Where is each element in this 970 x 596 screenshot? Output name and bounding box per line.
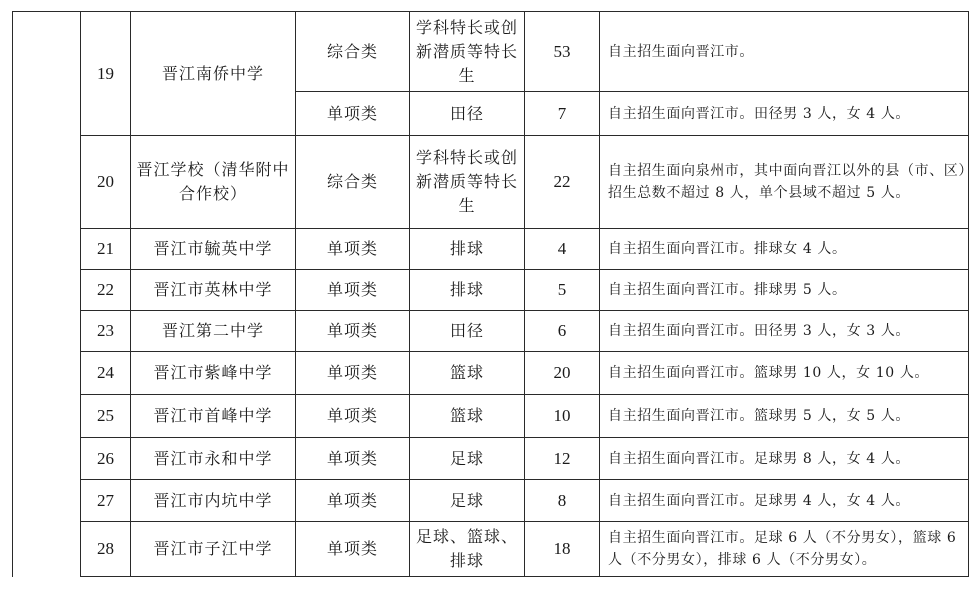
- note: 自主招生面向晋江市。田径男 3 人，女 4 人。: [600, 92, 969, 136]
- quota: 8: [525, 480, 600, 522]
- quota: 7: [525, 92, 600, 136]
- note: 自主招生面向晋江市。排球男 5 人。: [600, 270, 969, 311]
- row-number: 28: [81, 522, 131, 577]
- table-row: [13, 12, 969, 92]
- note: 自主招生面向晋江市。排球女 4 人。: [600, 229, 969, 270]
- quota: 18: [525, 522, 600, 577]
- row-number: 23: [81, 311, 131, 352]
- category: 综合类: [296, 12, 410, 92]
- enrollment-table: [12, 11, 969, 577]
- school-name: 晋江市永和中学: [131, 438, 296, 480]
- category: 单项类: [296, 438, 410, 480]
- school-name: 晋江市内坑中学: [131, 480, 296, 522]
- note: 自主招生面向泉州市，其中面向晋江以外的县（市、区）招生总数不超过 8 人，单个县域不超过 5 人。: [600, 136, 969, 229]
- specialty: 田径: [410, 311, 525, 352]
- table-row: [13, 270, 969, 311]
- quota: 6: [525, 311, 600, 352]
- quota: 5: [525, 270, 600, 311]
- school-name: 晋江市英林中学: [131, 270, 296, 311]
- table-row: [13, 522, 969, 577]
- school-name: 晋江市子江中学: [131, 522, 296, 577]
- category: 单项类: [296, 229, 410, 270]
- specialty: 足球: [410, 438, 525, 480]
- specialty: 学科特长或创新潜质等特长生: [410, 12, 525, 92]
- table-row: [13, 438, 969, 480]
- quota: 22: [525, 136, 600, 229]
- quota: 20: [525, 352, 600, 395]
- school-name: 晋江南侨中学: [131, 12, 296, 136]
- category: 单项类: [296, 92, 410, 136]
- row-number: 21: [81, 229, 131, 270]
- specialty: 田径: [410, 92, 525, 136]
- row-number: 19: [81, 12, 131, 136]
- note: 自主招生面向晋江市。篮球男 5 人，女 5 人。: [600, 395, 969, 438]
- school-name: 晋江学校（清华附中合作校）: [131, 136, 296, 229]
- table-row: [13, 480, 969, 522]
- specialty: 足球、篮球、排球: [410, 522, 525, 577]
- school-name: 晋江市紫峰中学: [131, 352, 296, 395]
- specialty: 篮球: [410, 395, 525, 438]
- school-name: 晋江第二中学: [131, 311, 296, 352]
- table-row: [13, 395, 969, 438]
- category: 单项类: [296, 395, 410, 438]
- left-blank-column: [13, 12, 81, 577]
- row-number: 25: [81, 395, 131, 438]
- category: 单项类: [296, 480, 410, 522]
- table-row: [13, 352, 969, 395]
- note: 自主招生面向晋江市。: [600, 12, 969, 92]
- note: 自主招生面向晋江市。足球男 8 人，女 4 人。: [600, 438, 969, 480]
- row-number: 24: [81, 352, 131, 395]
- row-number: 27: [81, 480, 131, 522]
- table-row: [13, 229, 969, 270]
- specialty: 篮球: [410, 352, 525, 395]
- row-number: 20: [81, 136, 131, 229]
- row-number: 22: [81, 270, 131, 311]
- specialty: 排球: [410, 229, 525, 270]
- note: 自主招生面向晋江市。足球男 4 人，女 4 人。: [600, 480, 969, 522]
- category: 综合类: [296, 136, 410, 229]
- note: 自主招生面向晋江市。田径男 3 人，女 3 人。: [600, 311, 969, 352]
- specialty: 排球: [410, 270, 525, 311]
- quota: 10: [525, 395, 600, 438]
- school-name: 晋江市首峰中学: [131, 395, 296, 438]
- row-number: 26: [81, 438, 131, 480]
- school-name: 晋江市毓英中学: [131, 229, 296, 270]
- note: 自主招生面向晋江市。篮球男 10 人，女 10 人。: [600, 352, 969, 395]
- quota: 53: [525, 12, 600, 92]
- category: 单项类: [296, 352, 410, 395]
- specialty: 学科特长或创新潜质等特长生: [410, 136, 525, 229]
- category: 单项类: [296, 311, 410, 352]
- note: 自主招生面向晋江市。足球 6 人（不分男女），篮球 6 人（不分男女），排球 6 人（不分男女）。: [600, 522, 969, 577]
- category: 单项类: [296, 522, 410, 577]
- table-row: [13, 311, 969, 352]
- table-row: [13, 136, 969, 229]
- category: 单项类: [296, 270, 410, 311]
- quota: 12: [525, 438, 600, 480]
- quota: 4: [525, 229, 600, 270]
- specialty: 足球: [410, 480, 525, 522]
